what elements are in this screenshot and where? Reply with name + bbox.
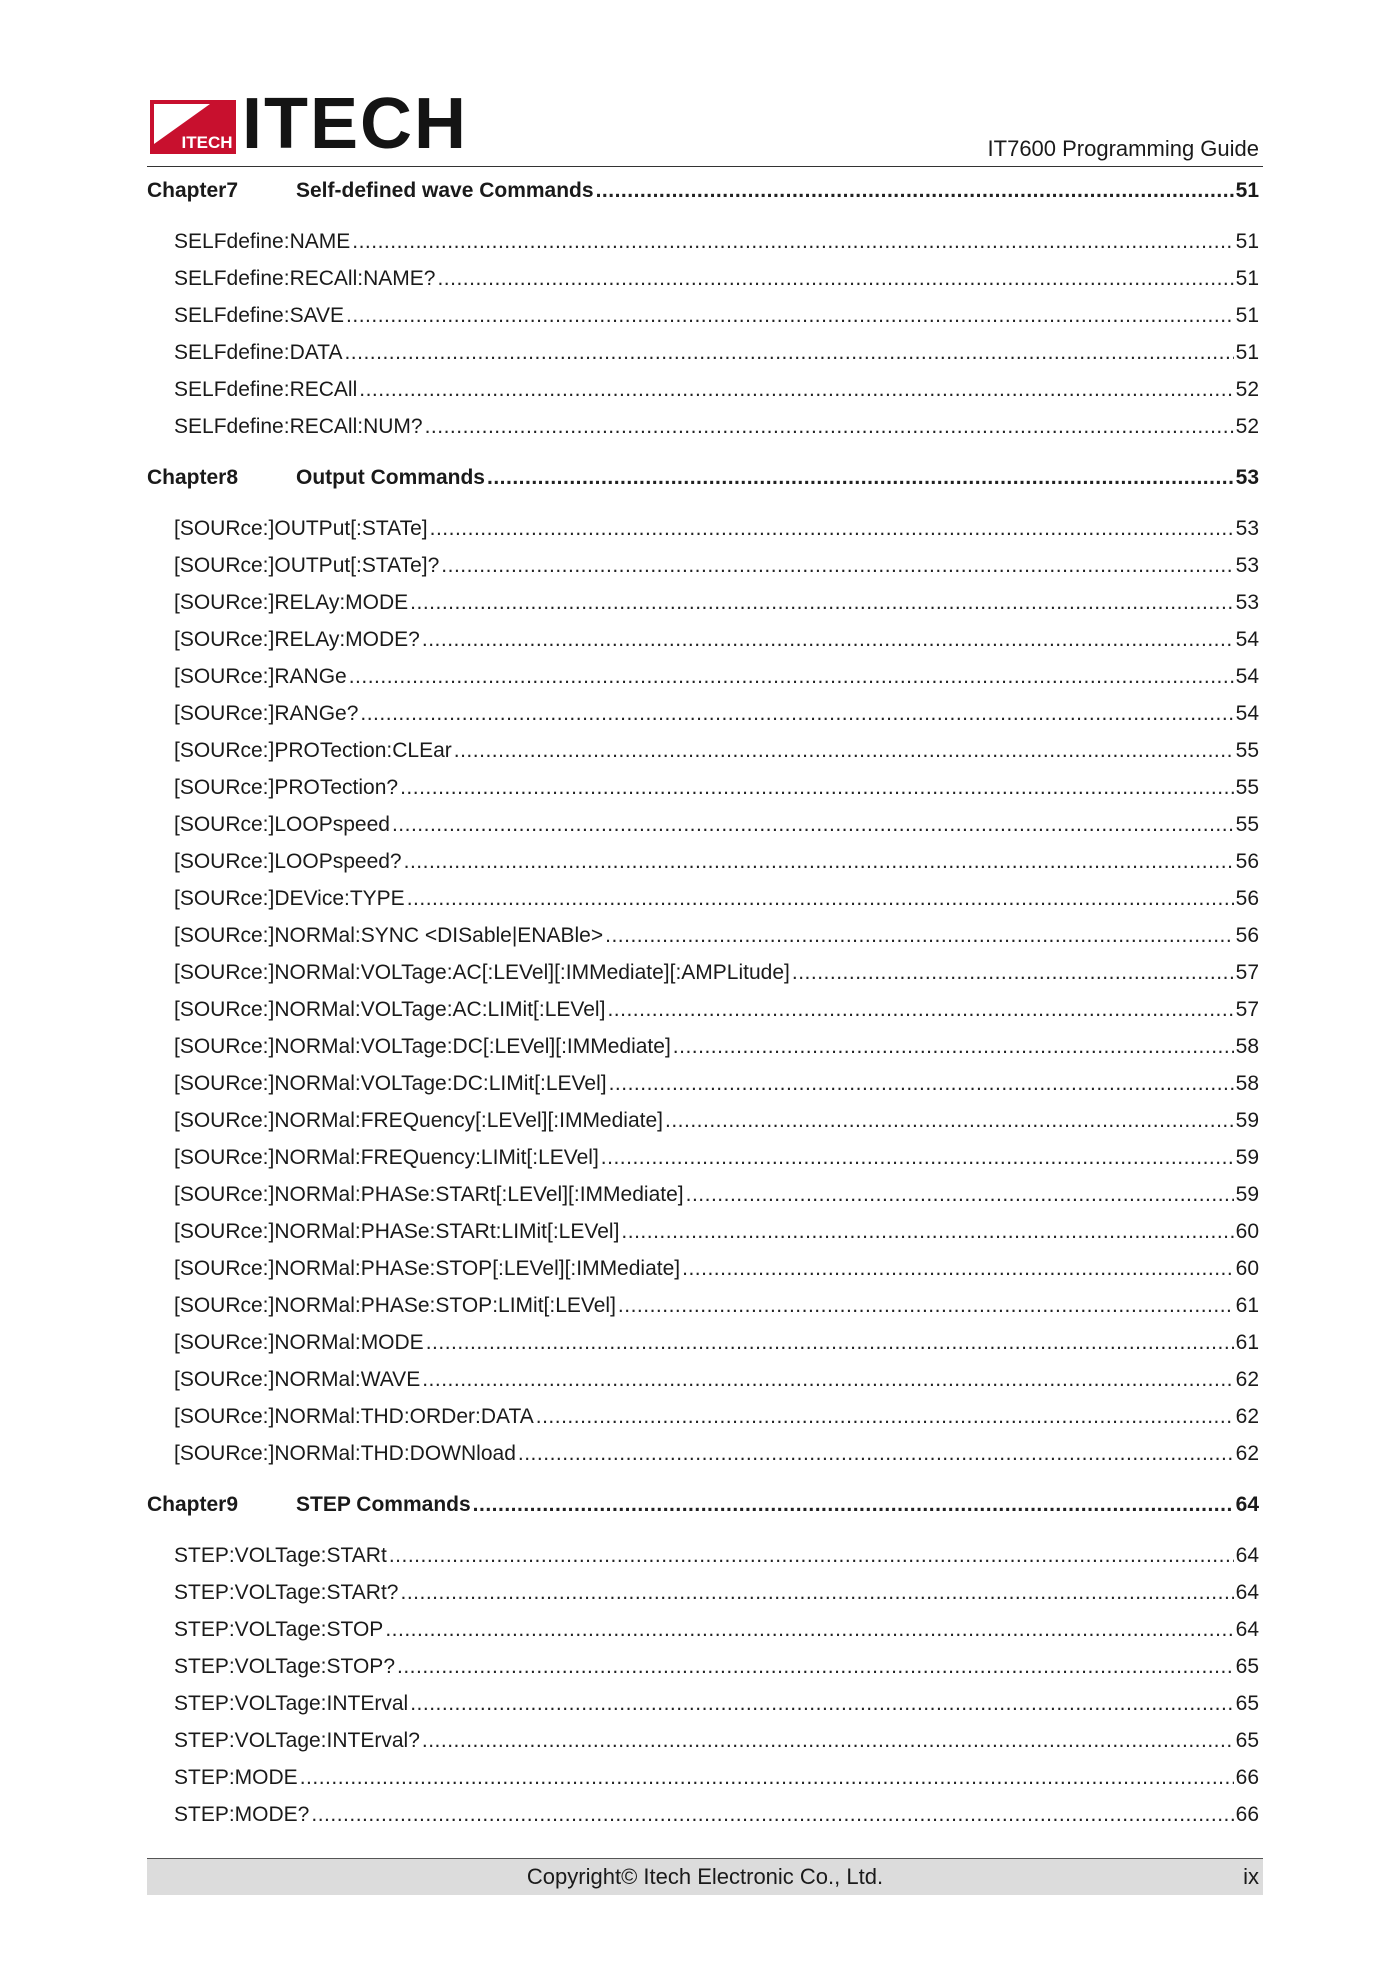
toc-leader-dots [454,732,1234,769]
toc-section-entry[interactable] [147,1324,1259,1361]
toc-section-entry[interactable] [147,991,1259,1028]
table-of-contents [147,172,1259,1833]
toc-section-label: [SOURce:]NORMal:WAVE [174,1368,421,1391]
toc-section-entry[interactable] [147,1611,1259,1648]
toc-leader-dots [430,510,1234,547]
toc-page-number: 60 [1235,1257,1259,1280]
toc-leader-dots [300,1759,1234,1796]
toc-section-label: [SOURce:]NORMal:VOLTage:DC[:LEVel][:IMMediate] [174,1035,671,1058]
toc-leader-dots [410,1685,1233,1722]
toc-leader-dots [407,880,1234,917]
toc-page-number: 58 [1235,1072,1259,1095]
toc-page-number: 57 [1235,961,1259,984]
toc-leader-dots [400,1574,1233,1611]
toc-section-entry[interactable] [147,408,1259,445]
toc-leader-dots [487,459,1234,496]
toc-page-number: 60 [1235,1220,1259,1243]
toc-section-entry[interactable] [147,334,1259,371]
toc-page-number: 53 [1235,517,1259,540]
toc-page-number: 65 [1235,1655,1259,1678]
toc-section-entry[interactable] [147,547,1259,584]
toc-section-label: SELFdefine:NAME [174,230,351,253]
toc-leader-dots [792,954,1234,991]
toc-page-number: 53 [1235,466,1259,489]
toc-page-number: 51 [1235,179,1259,202]
toc-leader-dots [352,223,1233,260]
toc-section-entry[interactable] [147,584,1259,621]
toc-section-label: [SOURce:]RELAy:MODE? [174,628,420,651]
toc-section-entry[interactable] [147,658,1259,695]
toc-leader-dots [385,1611,1233,1648]
header-rule [147,166,1263,167]
toc-section-label: [SOURce:]NORMal:PHASe:STARt[:LEVel][:IMMediate] [174,1183,684,1206]
logo-wordmark: ITECH [242,84,468,164]
section-gap [147,209,1259,223]
toc-section-entry[interactable] [147,510,1259,547]
toc-section-label: STEP:VOLTage:STARt [174,1544,387,1567]
toc-section-entry[interactable] [147,1796,1259,1833]
toc-page-number: 52 [1235,378,1259,401]
toc-chapter-entry[interactable] [147,172,1259,209]
toc-leader-dots [359,371,1233,408]
toc-leader-dots [344,334,1233,371]
toc-page-number: 61 [1235,1331,1259,1354]
toc-section-label: SELFdefine:RECAll:NAME? [174,267,436,290]
toc-page-number: 56 [1235,887,1259,910]
logo-mark-text: ITECH [181,133,233,152]
toc-section-entry[interactable] [147,843,1259,880]
toc-section-entry[interactable] [147,1287,1259,1324]
page-header [147,84,1263,168]
toc-section-entry[interactable] [147,917,1259,954]
toc-section-label: [SOURce:]NORMal:VOLTage:AC:LIMit[:LEVel] [174,998,606,1021]
toc-section-label: SELFdefine:DATA [174,341,343,364]
toc-leader-dots [609,1065,1234,1102]
toc-section-entry[interactable] [147,954,1259,991]
toc-leader-dots [621,1213,1233,1250]
guide-title: IT7600 Programming Guide [987,136,1259,161]
toc-section-entry[interactable] [147,695,1259,732]
toc-chapter-label [147,172,594,209]
toc-section-label: [SOURce:]DEVice:TYPE [174,887,405,910]
toc-page-number: 53 [1235,591,1259,614]
toc-section-label: [SOURce:]OUTPut[:STATe] [174,517,428,540]
toc-section-entry[interactable] [147,1537,1259,1574]
toc-section-entry[interactable] [147,1028,1259,1065]
toc-page-number: 65 [1235,1729,1259,1752]
toc-section-entry[interactable] [147,1722,1259,1759]
toc-page-number: 62 [1235,1405,1259,1428]
section-gap [147,1523,1259,1537]
toc-leader-dots [518,1435,1234,1472]
toc-section-label: [SOURce:]OUTPut[:STATe]? [174,554,440,577]
toc-section-label: STEP:VOLTage:STOP? [174,1655,395,1678]
toc-section-entry[interactable] [147,1102,1259,1139]
toc-leader-dots [422,1722,1234,1759]
toc-leader-dots [392,806,1234,843]
toc-page-number: 57 [1235,998,1259,1021]
toc-leader-dots [601,1139,1234,1176]
toc-leader-dots [349,658,1234,695]
toc-leader-dots [426,1324,1234,1361]
toc-section-entry[interactable] [147,1398,1259,1435]
toc-section-label: [SOURce:]NORMal:THD:DOWNload [174,1442,516,1465]
toc-section-label: [SOURce:]NORMal:FREQuency:LIMit[:LEVel] [174,1146,599,1169]
toc-section-label: SELFdefine:RECAll:NUM? [174,415,423,438]
toc-section-label: STEP:VOLTage:STOP [174,1618,384,1641]
toc-section-label: [SOURce:]NORMal:MODE [174,1331,424,1354]
toc-section-label: [SOURce:]RANGe [174,665,347,688]
toc-page-number: 51 [1235,341,1259,364]
toc-page-number: 58 [1235,1035,1259,1058]
toc-section-entry[interactable] [147,621,1259,658]
toc-section-entry[interactable] [147,1139,1259,1176]
toc-section-entry[interactable] [147,1250,1259,1287]
toc-leader-dots [605,917,1234,954]
toc-section-entry[interactable] [147,1648,1259,1685]
toc-section-label: [SOURce:]NORMal:PHASe:STOP[:LEVel][:IMMediate] [174,1257,681,1280]
toc-section-label: STEP:VOLTage:INTErval [174,1692,409,1715]
toc-leader-dots [665,1102,1234,1139]
toc-section-entry[interactable] [147,260,1259,297]
toc-page-number: 54 [1235,628,1259,651]
toc-section-label: [SOURce:]NORMal:PHASe:STOP:LIMit[:LEVel] [174,1294,616,1317]
toc-page-number: 53 [1235,554,1259,577]
toc-section-label: [SOURce:]PROTection? [174,776,399,799]
toc-leader-dots [346,297,1234,334]
toc-section-entry[interactable] [147,732,1259,769]
toc-page-number: 62 [1235,1368,1259,1391]
itech-logo-mark-icon [150,100,236,154]
toc-section-entry[interactable] [147,1361,1259,1398]
toc-page-number: 65 [1235,1692,1259,1715]
toc-page-number: 66 [1235,1803,1259,1826]
toc-section-entry[interactable] [147,1574,1259,1611]
toc-chapter-number: Chapter7 [147,179,239,202]
toc-page-number: 55 [1235,776,1259,799]
page-footer [147,1858,1263,1895]
toc-section-entry[interactable] [147,371,1259,408]
toc-leader-dots [311,1796,1233,1833]
toc-leader-dots [596,172,1234,209]
toc-leader-dots [400,769,1234,806]
section-gap [147,445,1259,459]
toc-leader-dots [437,260,1233,297]
toc-chapter-label [147,1486,471,1523]
toc-leader-dots [673,1028,1234,1065]
toc-page-number: 51 [1235,267,1259,290]
toc-section-label: [SOURce:]NORMal:VOLTage:DC:LIMit[:LEVel] [174,1072,607,1095]
toc-section-entry[interactable] [147,1759,1259,1796]
toc-leader-dots [473,1486,1234,1523]
toc-chapter-title: Output Commands [296,466,485,489]
toc-section-entry[interactable] [147,1176,1259,1213]
toc-section-label: [SOURce:]NORMal:PHASe:STARt:LIMit[:LEVel] [174,1220,620,1243]
toc-section-label: STEP:VOLTage:INTErval? [174,1729,420,1752]
toc-section-entry[interactable] [147,1213,1259,1250]
toc-section-label: [SOURce:]RELAy:MODE [174,591,409,614]
toc-leader-dots [410,584,1233,621]
toc-page-number: 61 [1235,1294,1259,1317]
toc-section-label: [SOURce:]RANGe? [174,702,359,725]
toc-leader-dots [360,695,1233,732]
toc-page-number: 59 [1235,1109,1259,1132]
toc-page-number: 54 [1235,702,1259,725]
toc-chapter-label [147,459,485,496]
toc-page-number: 64 [1235,1618,1259,1641]
toc-section-entry[interactable] [147,806,1259,843]
toc-page-number: 51 [1235,304,1259,327]
toc-section-label: STEP:MODE? [174,1803,310,1826]
toc-chapter-entry[interactable] [147,459,1259,496]
toc-chapter-number: Chapter8 [147,466,239,489]
toc-section-label: STEP:MODE [174,1766,298,1789]
page-number: ix [1243,1864,1259,1889]
toc-leader-dots [682,1250,1234,1287]
copyright-text: Copyright© Itech Electronic Co., Ltd. [526,1864,884,1889]
toc-page-number: 59 [1235,1146,1259,1169]
toc-page-number: 55 [1235,813,1259,836]
toc-page-number: 55 [1235,739,1259,762]
toc-leader-dots [536,1398,1234,1435]
toc-leader-dots [397,1648,1234,1685]
toc-section-label: [SOURce:]NORMal:THD:ORDer:DATA [174,1405,534,1428]
toc-section-entry[interactable] [147,1685,1259,1722]
toc-leader-dots [441,547,1233,584]
toc-section-entry[interactable] [147,1435,1259,1472]
toc-leader-dots [422,1361,1233,1398]
toc-section-label: SELFdefine:SAVE [174,304,345,327]
toc-page-number: 59 [1235,1183,1259,1206]
toc-page-number: 64 [1235,1581,1259,1604]
toc-page-number: 56 [1235,924,1259,947]
toc-chapter-title: STEP Commands [296,1493,471,1516]
toc-page-number: 64 [1235,1493,1259,1516]
toc-section-label: [SOURce:]NORMal:SYNC <DISable|ENABle> [174,924,604,947]
toc-chapter-number: Chapter9 [147,1493,239,1516]
toc-page-number: 54 [1235,665,1259,688]
toc-section-label: [SOURce:]LOOPspeed? [174,850,402,873]
toc-leader-dots [404,843,1234,880]
toc-leader-dots [425,408,1234,445]
toc-page-number: 51 [1235,230,1259,253]
toc-section-entry[interactable] [147,297,1259,334]
toc-section-label: [SOURce:]NORMal:VOLTage:AC[:LEVel][:IMMediate][:AMPLitude] [174,961,790,984]
toc-section-label: [SOURce:]LOOPspeed [174,813,390,836]
toc-leader-dots [607,991,1233,1028]
itech-logo [150,84,468,164]
section-gap [147,1472,1259,1486]
toc-leader-dots [686,1176,1234,1213]
toc-section-entry[interactable] [147,769,1259,806]
toc-section-entry[interactable] [147,880,1259,917]
toc-page-number: 62 [1235,1442,1259,1465]
toc-page-number: 56 [1235,850,1259,873]
toc-chapter-entry[interactable] [147,1486,1259,1523]
toc-page-number: 64 [1235,1544,1259,1567]
toc-section-entry[interactable] [147,1065,1259,1102]
toc-section-label: STEP:VOLTage:STARt? [174,1581,399,1604]
toc-leader-dots [618,1287,1234,1324]
toc-section-label: [SOURce:]NORMal:FREQuency[:LEVel][:IMMediate] [174,1109,663,1132]
toc-section-entry[interactable] [147,223,1259,260]
toc-section-label: [SOURce:]PROTection:CLEar [174,739,452,762]
toc-page-number: 52 [1235,415,1259,438]
section-gap [147,496,1259,510]
toc-leader-dots [422,621,1234,658]
toc-section-label: SELFdefine:RECAll [174,378,358,401]
toc-page-number: 66 [1235,1766,1259,1789]
toc-chapter-title: Self-defined wave Commands [296,179,594,202]
toc-leader-dots [389,1537,1234,1574]
